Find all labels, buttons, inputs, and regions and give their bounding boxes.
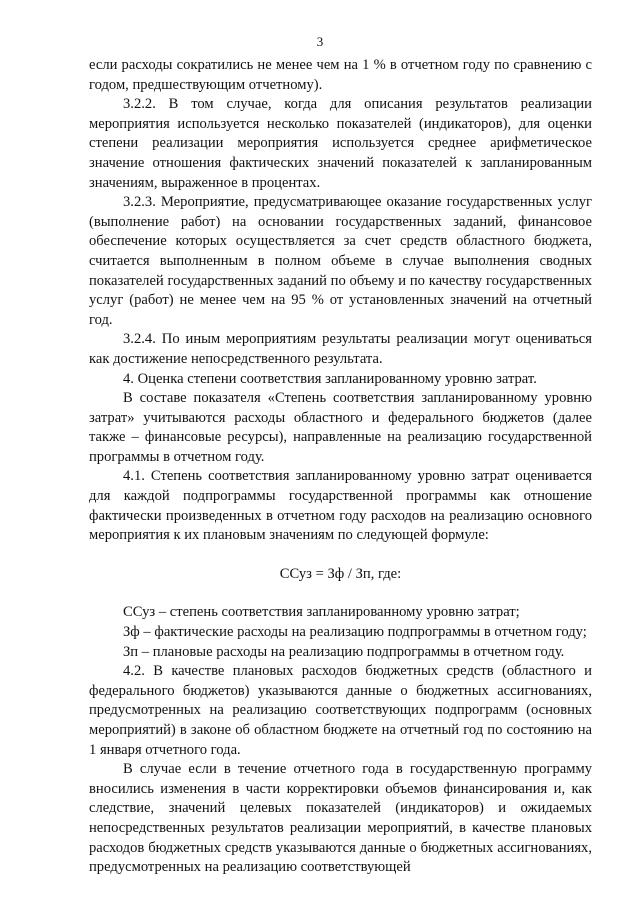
paragraph-3-2-4: 3.2.4. По иным мероприятиям результаты реализации могут оцениваться как достижение непосредственного результата.	[89, 331, 592, 367]
page-number: 3	[316, 34, 324, 49]
definition-zp: Зп – плановые расходы на реализацию подпрограммы в отчетном году.	[123, 643, 565, 660]
paragraph-4-2: 4.2. В качестве плановых расходов бюджетных средств (областного и федерального бюджетов) указываются данные о бюджетных ассигнованиях, предусмотренных на реализацию соответствующих подпрограмм (основных мероприятий) в законе об областном бюджете на отчетный год по состоянию на 1 января отчетного года.	[89, 663, 592, 758]
document-body	[89, 56, 592, 878]
definition-ssuz: ССуз – степень соответствия запланированному уровню затрат;	[123, 604, 520, 621]
definition-zf: Зф – фактические расходы на реализацию подпрограммы в отчетном году;	[123, 624, 587, 641]
paragraph-cost-indicator: В составе показателя «Степень соответствия запланированному уровню затрат» учитываются расходы областного и федерального бюджетов (далее также – финансовые ресурсы), направленные на реализацию государственной программы в отчетном году.	[89, 390, 592, 465]
paragraph-continuation: если расходы сократились не менее чем на 1 % в отчетном году по сравнению с годом, предшествующим отчетному).	[89, 57, 592, 93]
formula: ССуз = Зф / Зп, где:	[279, 565, 402, 582]
paragraph-3-2-2: 3.2.2. В том случае, когда для описания результатов реализации мероприятия используется несколько показателей (индикаторов), для оценки степени реализации мероприятия используется среднее арифметическое значение отношения фактических значений показателей к запланированным значениям, выраженное в процентах.	[89, 96, 592, 191]
paragraph-changes: В случае если в течение отчетного года в государственную программу вносились изменения в части корректировки объемов финансирования и, как следствие, значений целевых показателей (индикаторов) и ожидаемых непосредственных результатов реализации мероприятий, в качестве плановых расходов бюджетных средств указываются данные о бюджетных ассигнованиях, предусмотренных на реализацию соответствующей	[89, 761, 592, 876]
paragraph-3-2-3: 3.2.3. Мероприятие, предусматривающее оказание государственных услуг (выполнение работ) на основании государственных заданий, финансовое обеспечение которых осуществляется за счет средств областного бюджета, считается выполненным в полном объеме в случае выполнения сводных показателей государственных заданий по объему и по качеству государственных услуг (работ) не менее чем на 95 % от установленных значений на отчетный год.	[89, 194, 592, 328]
section-heading-4: 4. Оценка степени соответствия запланированному уровню затрат.	[123, 370, 537, 387]
paragraph-4-1: 4.1. Степень соответствия запланированному уровню затрат оценивается для каждой подпрограммы государственной программы как отношение фактически произведенных в отчетном году расходов на реализацию основного мероприятия к их плановым значениям по следующей формуле:	[89, 468, 592, 544]
